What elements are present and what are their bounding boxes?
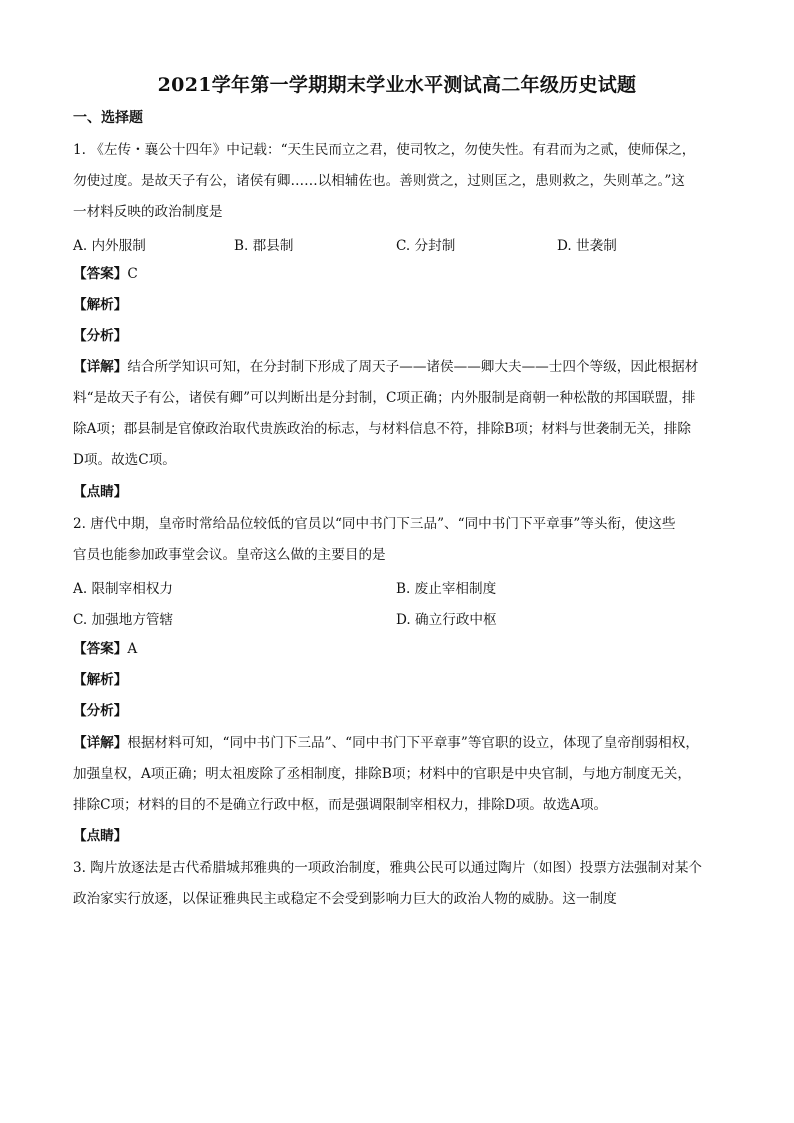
- q1-option-d: D. 世袭制: [557, 238, 617, 254]
- q2-detail-line: 加强皇权，A项正确；明太祖废除了丞相制度，排除B项；材料中的官职是中央官制，与地方制度无关，: [73, 766, 691, 782]
- q2-stem-line: 2. 唐代中期，皇帝时常给品位较低的官员以“同中书门下三品”、“同中书门下平章事”等头衔，使这些: [73, 516, 676, 532]
- q2-stem-line: 官员也能参加政事堂会议。皇帝这么做的主要目的是: [73, 547, 386, 563]
- q2-option-d: D. 确立行政中枢: [396, 612, 497, 628]
- answer-value: A: [127, 641, 138, 657]
- detail-tag: 【详解】: [73, 735, 128, 751]
- section-heading: 一、选择题: [73, 110, 143, 126]
- q3-stem-line: 政治家实行放逐，以保证雅典民主或稳定不会受到影响力巨大的政治人物的威胁。这一制度: [73, 891, 617, 907]
- q1-option-c: C. 分封制: [396, 238, 456, 254]
- q2-detail-line: [73, 733, 699, 753]
- q1-detail-line: 除A项；郡县制是官僚政治取代贵族政治的标志，与材料信息不符，排除B项；材料与世袭制无关，排除: [73, 421, 691, 437]
- detail-tag: 【详解】: [73, 359, 128, 375]
- answer-tag: 【答案】: [73, 266, 128, 282]
- q1-stem-line: 1. 《左传・襄公十四年》中记载：“天生民而立之君，使司牧之，勿使失性。有君而为之贰，使师保之，: [73, 142, 696, 158]
- q2-dianjing: 【点睛】: [73, 828, 128, 844]
- answer-tag: 【答案】: [73, 641, 128, 657]
- q1-jiexi: 【解析】: [73, 297, 128, 313]
- q1-detail-line: 料“是故天子有公，诸侯有卿”可以判断出是分封制，C项正确；内外服制是商朝一种松散的邦国联盟，排: [73, 390, 696, 406]
- q2-jiexi: 【解析】: [73, 672, 128, 688]
- q1-dianjing: 【点睛】: [73, 484, 128, 500]
- q1-detail-line: [73, 357, 698, 377]
- answer-value: C: [127, 266, 138, 282]
- q3-stem-line: 3. 陶片放逐法是古代希腊城邦雅典的一项政治制度，雅典公民可以通过陶片（如图）投票方法强制对某个: [73, 860, 703, 876]
- q1-stem-line: 一材料反映的政治制度是: [73, 204, 223, 220]
- q2-answer: [73, 639, 137, 659]
- q2-fenxi: 【分析】: [73, 703, 128, 719]
- q2-option-b: B. 废止宰相制度: [396, 581, 497, 597]
- q1-option-b: B. 郡县制: [234, 238, 294, 254]
- q2-detail-line: 排除C项；材料的目的不是确立行政中枢，而是强调限制宰相权力，排除D项。故选A项。: [73, 797, 608, 813]
- q1-option-a: A. 内外服制: [73, 238, 146, 254]
- q1-answer: [73, 264, 138, 284]
- q1-stem-line: 勿使过度。是故天子有公，诸侯有卿……以相辅佐也。善则赏之，过则匡之，患则救之，失则革之。”这: [73, 173, 685, 189]
- q2-option-a: A. 限制宰相权力: [73, 581, 174, 597]
- detail-text: 根据材料可知，“同中书门下三品”、“同中书门下平章事”等官职的设立，体现了皇帝削弱相权，: [127, 735, 699, 751]
- detail-text: 结合所学知识可知，在分封制下形成了周天子——诸侯——卿大夫——士四个等级，因此根据材: [127, 359, 699, 375]
- page-title: 2021学年第一学期期末学业水平测试高二年级历史试题: [157, 74, 637, 96]
- q2-option-c: C. 加强地方管辖: [73, 612, 174, 628]
- q1-detail-line: D项。故选C项。: [73, 452, 176, 468]
- q1-fenxi: 【分析】: [73, 328, 128, 344]
